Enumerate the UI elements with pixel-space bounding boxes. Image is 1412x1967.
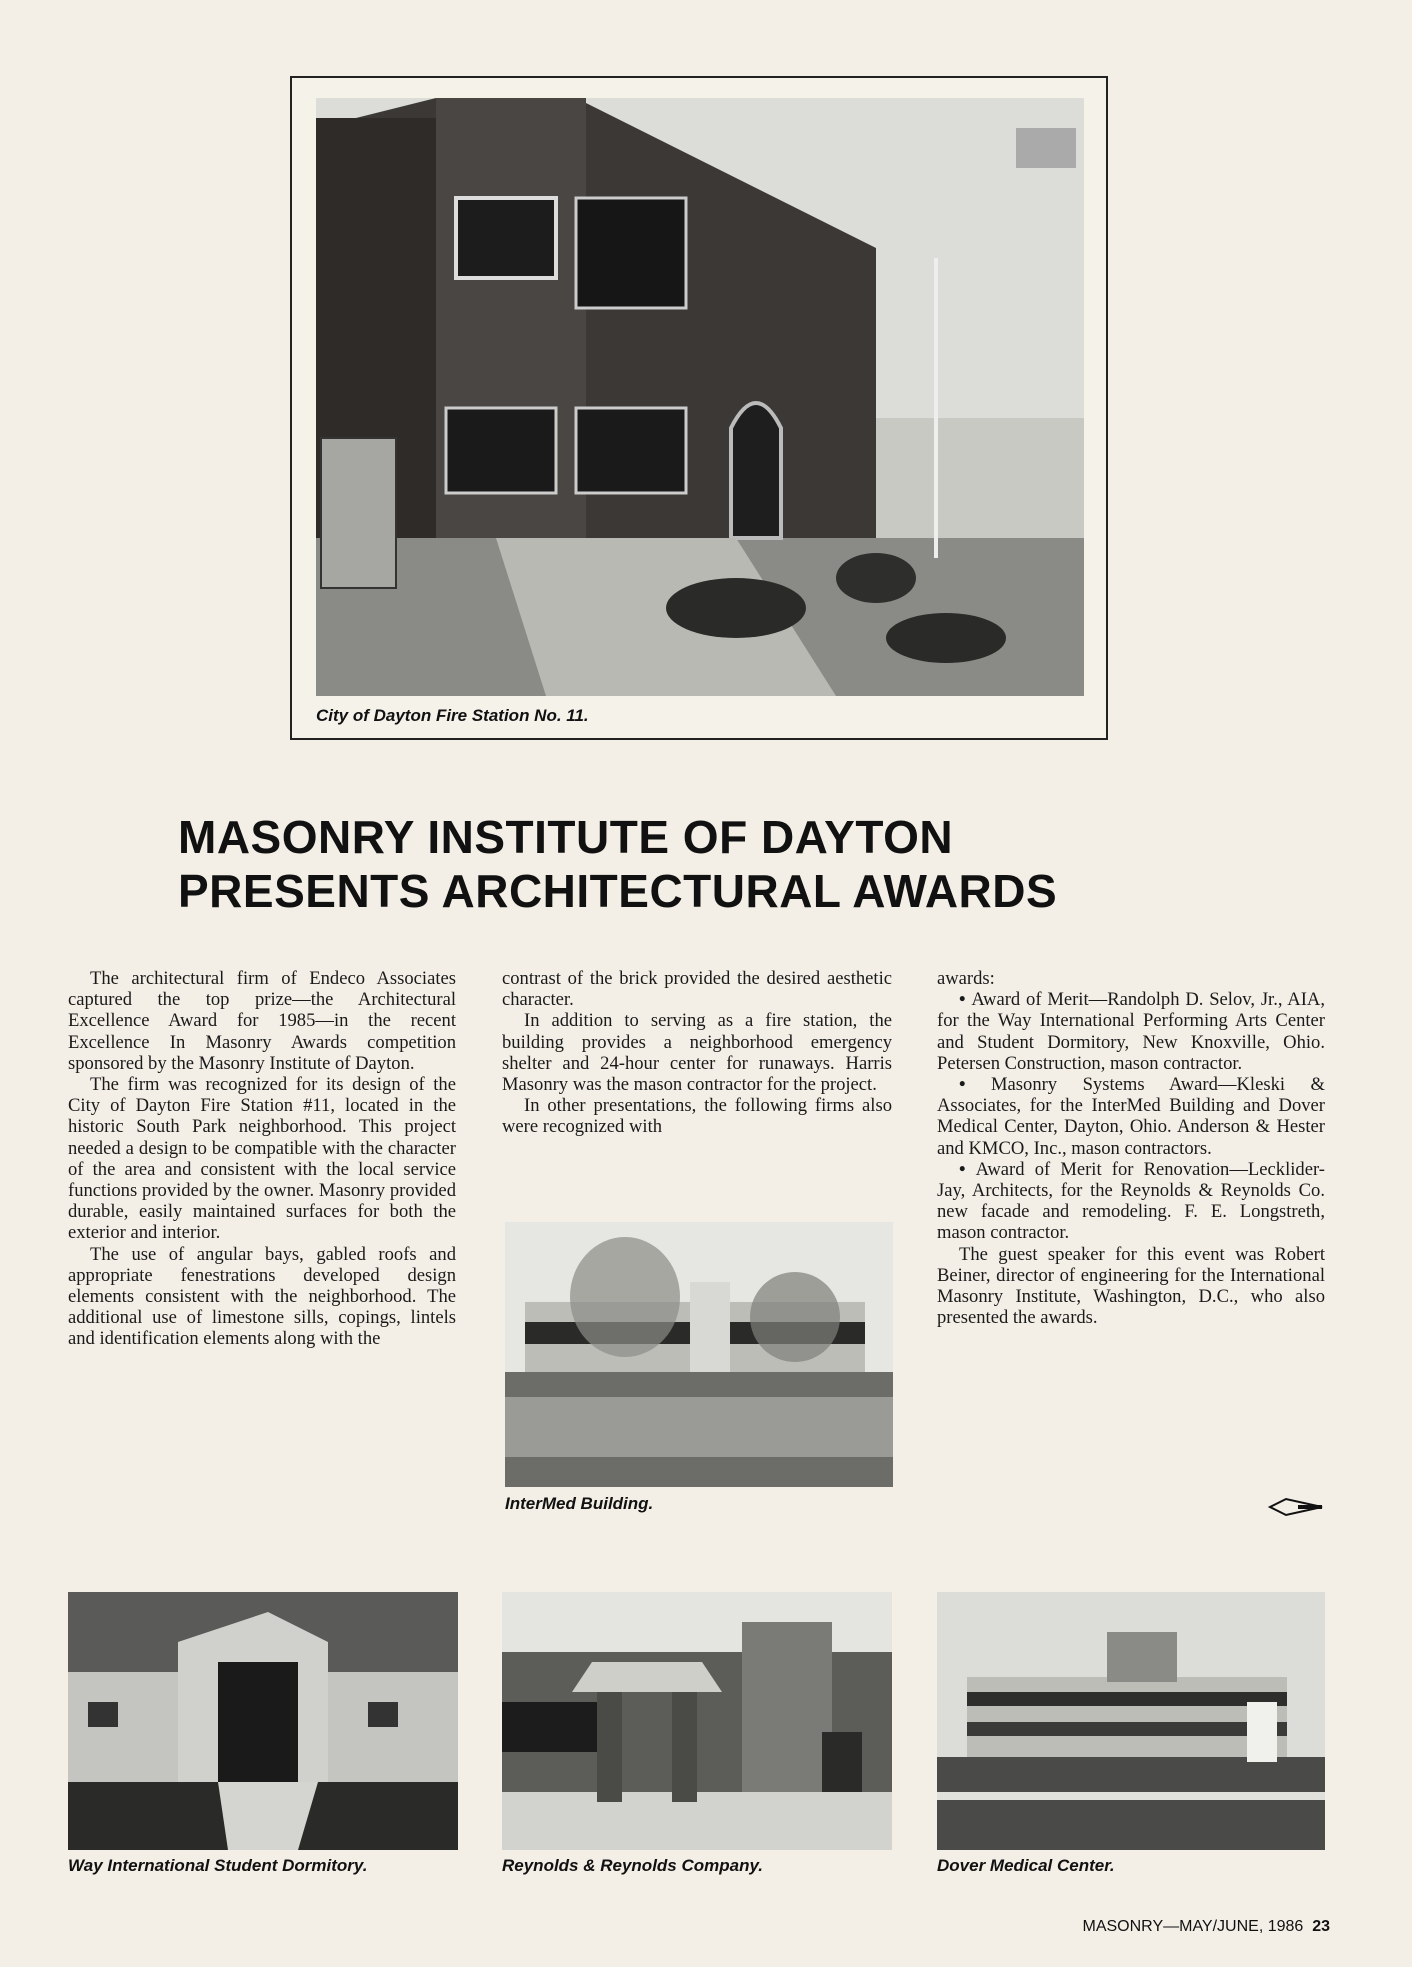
col3-closing: The guest speaker for this event was Robert Beiner, director of engineering for the International Masonry Institute, Washington, D.C., who also presented the awards. <box>937 1243 1325 1329</box>
col1-paragraph: The firm was recognized for its design of the City of Dayton Fire Station #11, located in the historic South Park neighborhood. This project needed a design to be compatible with the character of the area and consistent with the local service functions provided by the owner. Masonry provided durable, easily maintained surfaces for both the exterior and interior. <box>68 1074 456 1244</box>
fire-station-photo <box>316 98 1084 696</box>
top-photo-frame <box>290 76 1108 740</box>
way-dormitory-photo <box>68 1592 458 1850</box>
publication-info: MASONRY—MAY/JUNE, 1986 <box>1082 1918 1304 1935</box>
col1-paragraph: The architectural firm of Endeco Associates captured the top prize—the Architectural Excellence Award for 1985—in the recent Excellence In Masonry Awards competition sponsored by the Masonry Institute of Dayton. <box>68 968 456 1074</box>
award-item: • Masonry Systems Award—Kleski & Associates, for the InterMed Building and Dover Medical Center, Dayton, Ohio. Anderson & Hester and KMCO, Inc., mason contractors. <box>937 1074 1325 1159</box>
page-footer <box>1000 1918 1330 1936</box>
headline <box>178 810 1278 918</box>
end-mark-icon <box>1268 1496 1324 1518</box>
article-column-2 <box>502 968 892 1138</box>
award-item: • Award of Merit for Renovation—Lecklider-Jay, Architects, for the Reynolds & Reynolds Co. new facade and remodeling. F. E. Longstreth, mason contractor. <box>937 1159 1325 1244</box>
headline-line-1: MASONRY INSTITUTE OF DAYTON <box>178 811 954 863</box>
article-column-1 <box>68 968 456 1350</box>
award-item: • Award of Merit—Randolph D. Selov, Jr., AIA, for the Way International Performing Arts Center and Student Dormitory, New Knoxville, Ohio. Petersen Construction, mason contractor. <box>937 989 1325 1074</box>
dover-medical-photo <box>937 1592 1325 1850</box>
col2-paragraph: In other presentations, the following firms also were recognized with <box>502 1095 892 1138</box>
dover-medical-caption: Dover Medical Center. <box>937 1856 1115 1875</box>
intermed-photo <box>505 1222 893 1487</box>
top-photo-caption: City of Dayton Fire Station No. 11. <box>316 706 589 725</box>
col1-paragraph: The use of angular bays, gabled roofs and appropriate fenestrations developed design elements consistent with the neighborhood. The additional use of limestone sills, copings, lintels and identification elements along with the <box>68 1243 456 1350</box>
reynolds-photo <box>502 1592 892 1850</box>
page-number: 23 <box>1312 1918 1330 1935</box>
col2-paragraph: contrast of the brick provided the desired aesthetic character. <box>502 968 892 1011</box>
reynolds-caption: Reynolds & Reynolds Company. <box>502 1856 764 1875</box>
headline-line-2: PRESENTS ARCHITECTURAL AWARDS <box>178 865 1058 917</box>
article-column-3 <box>937 968 1325 1328</box>
intermed-caption: InterMed Building. <box>505 1494 654 1513</box>
col2-paragraph: In addition to serving as a fire station, the building provides a neighborhood emergency shelter and 24-hour center for runaways. Harris Masonry was the mason contractor for the project. <box>502 1010 892 1096</box>
col3-intro: awards: <box>937 968 995 989</box>
way-dormitory-caption: Way International Student Dormitory. <box>68 1856 368 1875</box>
